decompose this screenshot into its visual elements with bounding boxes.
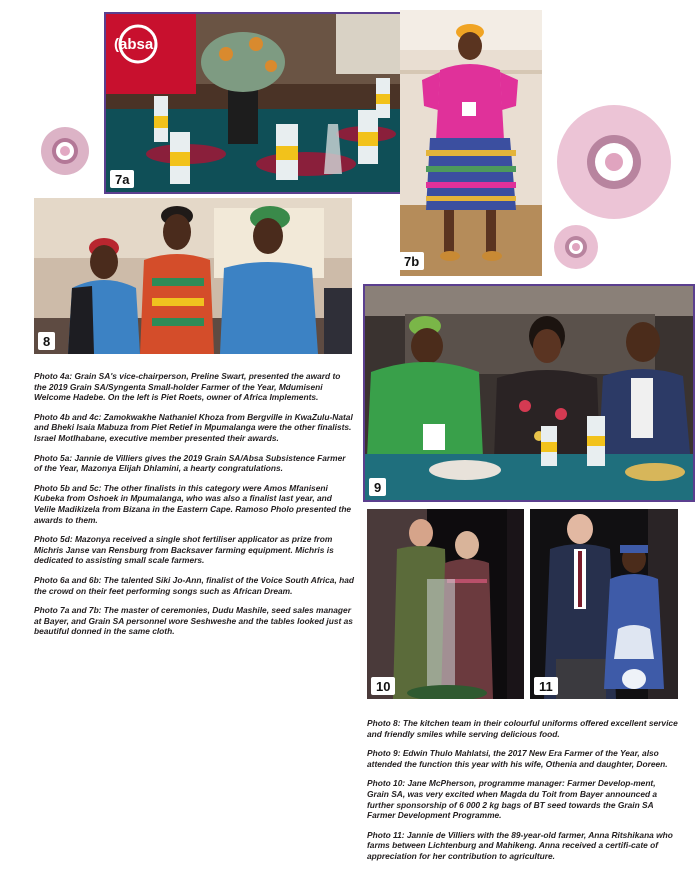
photo-8-label: 8: [38, 332, 55, 350]
caption-photo-8: Photo 8: The kitchen team in their colourful uniforms offered excellent service and friendly smiles while serving delicious food.: [367, 718, 678, 739]
photo-8-kitchen-team: [34, 198, 352, 354]
decorative-circles-right-small: [553, 224, 599, 270]
caption-photo-9: Photo 9: Edwin Thulo Mahlatsi, the 2017 New Era Farmer of the Year, also attended the function this year with his wife, Othenia and daughter, Doreen.: [367, 748, 668, 769]
absa-logo-text: (absa): [114, 36, 159, 53]
decorative-circles-right-large: [556, 104, 672, 220]
photo-7a-label: 7a: [110, 170, 134, 188]
photo-7a-table-setting: [104, 12, 404, 194]
photo-7b-label: 7b: [400, 252, 424, 270]
caption-photo-11: Photo 11: Jannie de Villiers with the 89-year-old farmer, Anna Ritshikana who farms between Lichtenburg and Mahikeng. Anna received a certifi-cate of appreciation for her contribution to agriculture.: [367, 829, 673, 861]
photo-10-label: 10: [371, 677, 395, 695]
photo-10-seed-sponsorship-announcement: [367, 509, 524, 699]
caption-photo-5d: Photo 5d: Mazonya received a single shot fertiliser applicator as prize from Michris Janse van Rensburg from Backsaver farming equipment. Michris is dedicated to assisting small scale farmers.: [34, 534, 334, 566]
caption-photo-4a: Photo 4a: Grain SA's vice-chairperson, Preline Swart, presented the award to the 2019 Grain SA/Syngenta Small-holder Farmer of the Year, Mdumiseni Welcome Hadebe. On the left is Piet Roets, owner of Africa Implements.: [34, 371, 341, 403]
caption-photo-5a: Photo 5a: Jannie de Villiers gives the 2019 Grain SA/Absa Subsistence Farmer of the Year, Mazonya Elijah Dhlamini, a hearty congratulations.: [34, 452, 346, 474]
caption-photo-6a-6b: Photo 6a and 6b: The talented Siki Jo-Ann, finalist of the Voice South Africa, had the crowd on their feet performing songs such as African Dream.: [34, 574, 354, 596]
captions-left-column: [34, 371, 354, 646]
caption-photo-7a-7b: Photo 7a and 7b: The master of ceremonies, Dudu Mashile, seed sales manager at Bayer, and Grain SA personnel wore Seshweshe and the tables looked just as beautiful donned in the same cloth.: [34, 605, 353, 637]
decorative-circles-left: [40, 126, 90, 176]
caption-photo-4b-4c: Photo 4b and 4c: Zamokwakhe Nathaniel Khoza from Bergville in KwaZulu-Natal and Bheki Isaia Mabuza from Piet Retief in Mpumalanga were the other finalists. Israel Motlhabane, executive member presented their awards.: [34, 411, 353, 443]
photo-11-label: 11: [534, 677, 558, 695]
photo-7b-master-of-ceremonies: [400, 10, 542, 276]
captions-right-column: [367, 718, 679, 871]
caption-photo-10: Photo 10: Jane McPherson, programme manager: Farmer Develop-ment, Grain SA, was very excited when Magda du Toit from Bayer announced a further sponsorship of 6 000 2 kg bags of BT seed towards the Grain SA Farmer Development Programme.: [367, 778, 658, 821]
photo-9-label: 9: [369, 478, 386, 496]
photo-11-jannie-and-anna: [530, 509, 678, 699]
photo-9-edwin-mahlatsi-family: [363, 284, 695, 502]
caption-photo-5b-5c: Photo 5b and 5c: The other finalists in this category were Amos Mfaniseni Kubeka from Oshoek in Mpumalanga, who was also a finalist last year, and Velile Madikizela from Bizana in the Eastern Cape. Ramoso Pholo presented the awards to them.: [34, 482, 352, 525]
